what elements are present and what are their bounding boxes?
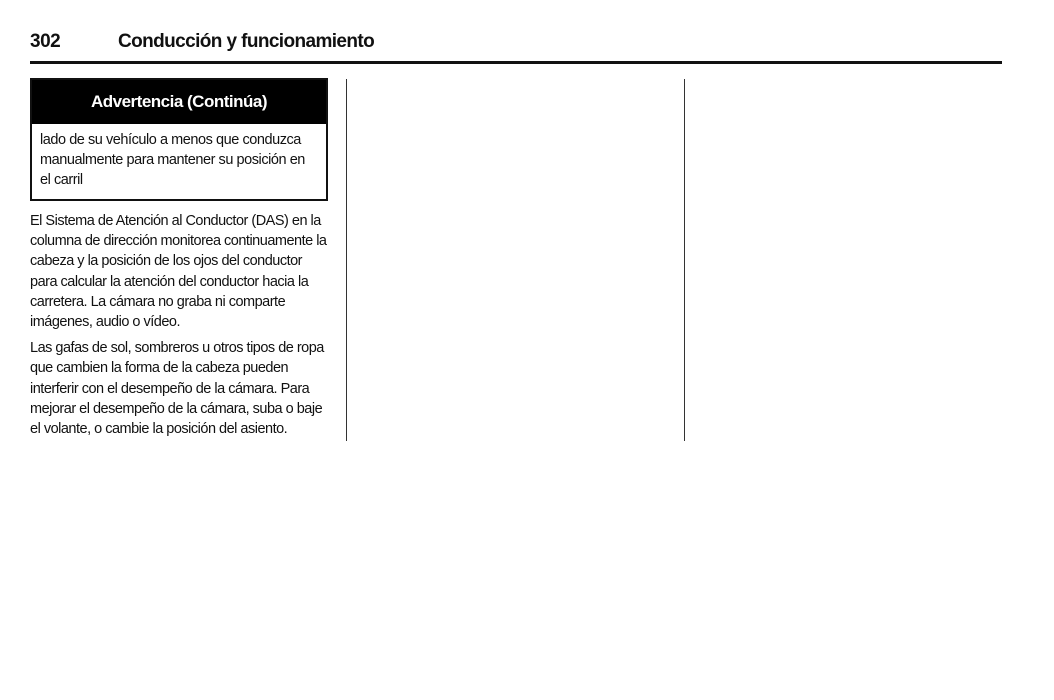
page-header <box>30 28 1002 64</box>
warning-body: lado de su vehículo a menos que conduzca manualmente para mantener su posición en el carril <box>40 132 305 188</box>
column-divider-left <box>346 79 347 441</box>
warning-title: Advertencia (Continúa) <box>32 80 326 124</box>
column-divider-right <box>684 79 685 441</box>
page-number: 302 <box>30 31 61 52</box>
column-1-text <box>30 211 330 445</box>
paragraph-das: El Sistema de Atención al Conductor (DAS) en la columna de dirección monitorea continuamente la cabeza y la posición de los ojos del conductor para calcular la atención del conductor hacia la carretera. La cámara no graba ni comparte imágenes, audio o vídeo. <box>30 213 327 331</box>
section-title: Conducción y funcionamiento <box>118 31 375 52</box>
paragraph-sunglasses: Las gafas de sol, sombreros u otros tipos de ropa que cambien la forma de la cabeza pueden interferir con el desempeño de la cámara. Para mejorar el desempeño de la cámara, suba o baje el volante, o cambie la posición del asiento. <box>30 340 324 438</box>
warning-box <box>30 78 328 201</box>
